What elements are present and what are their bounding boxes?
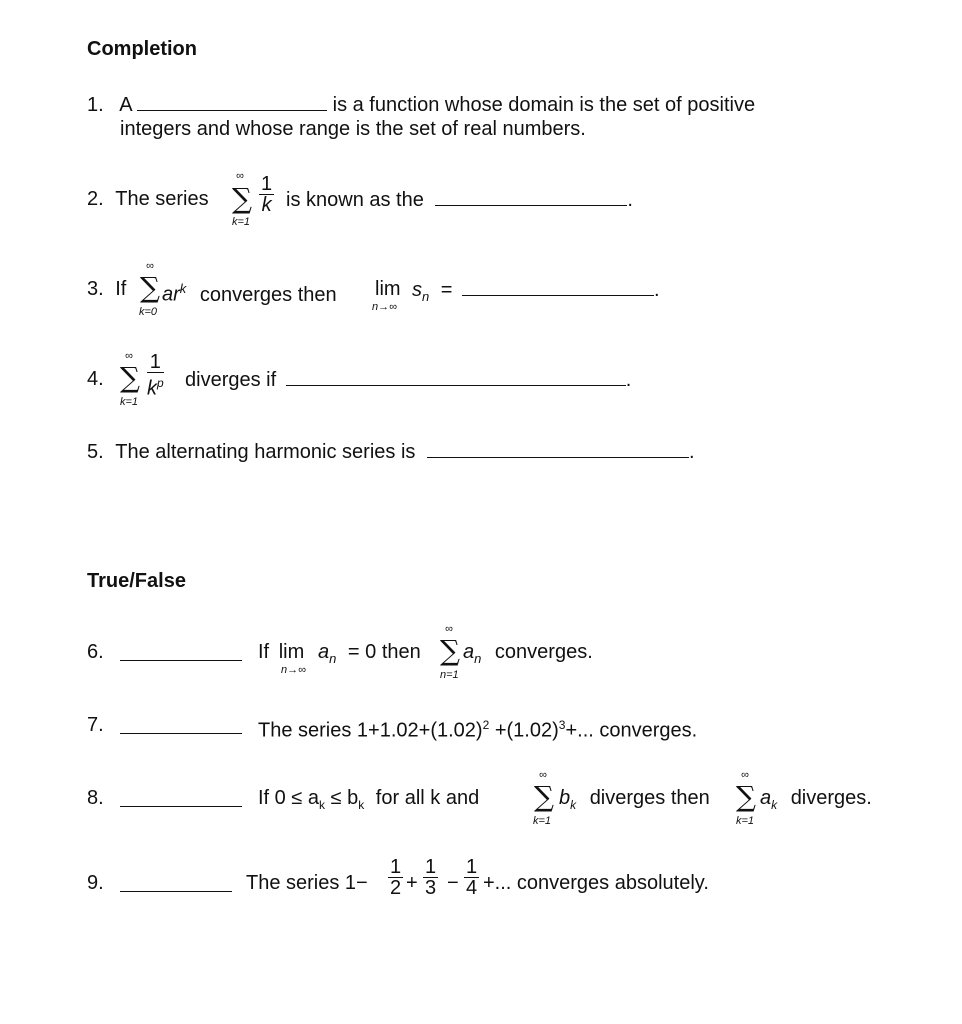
q2-sum-bottom: k=1 [232,216,251,228]
q7-sup2: 3 [558,718,566,732]
q7-answer-blank[interactable] [120,715,242,739]
q6-a-sub: n [329,651,337,666]
sigma-icon: ∑ [232,182,252,215]
q8-answer-blank[interactable] [120,788,242,812]
q9-op1: + [406,872,418,894]
q2-end: . [627,189,633,211]
q3-sn-wrap [412,277,660,309]
q9-frac3-num: 1 [466,856,478,878]
q5-text: The alternating harmonic series is [115,441,416,463]
q3-number-pre [87,277,126,301]
q8-text-b [559,786,710,817]
q4-end: . [625,369,632,391]
q8-b-sub: k [570,798,577,812]
q7-text [258,713,697,743]
q4-frac-num: 1 [147,352,164,373]
q8-post: diverges. [790,787,872,809]
sigma-icon: ∑ [534,780,554,813]
q8-b: b [559,787,571,809]
q3-s: s [412,279,422,301]
q1-pre: A [119,94,132,116]
section-heading-completion: Completion [87,38,197,60]
q4-fraction [147,352,164,399]
q3-term: ar [162,283,180,306]
q8-a-sub: k [771,798,778,812]
q6-post: converges. [494,641,593,663]
q9-frac2-den: 3 [425,877,437,899]
question-7-number: 7. [87,714,104,736]
q3-end: . [654,279,660,301]
q3-eq: = [440,279,453,301]
q5-answer-blank[interactable] [427,439,689,458]
q8-mid1: ≤ b [325,787,359,809]
q2-number-pre [87,187,209,211]
q2-pre: The series [115,188,209,210]
q9-frac1 [388,857,403,898]
q3-pre: If [115,278,127,300]
q6-lim-sub: n→∞ [281,664,306,676]
q3-mid: converges then [199,283,337,306]
q8-sub1: k [319,798,326,812]
section-heading-true-false: True/False [87,570,186,592]
q3-lim-sub: n→∞ [372,301,397,313]
q2-answer-blank[interactable] [435,187,627,206]
q6-mid: = 0 then [347,641,421,663]
q3-sum-bottom: k=0 [139,306,158,318]
q8-text-c [760,786,872,817]
q6-lim: lim [278,641,305,663]
q6-a2-sub: n [474,651,482,666]
q8-sum1-top: ∞ [539,769,547,781]
q9-post: +... converges absolutely. [483,872,709,894]
question-number: 5. [87,441,104,463]
q8-mid2: for all k and [375,787,480,809]
q6-an-wrap [318,640,421,671]
q6-post-wrap [463,640,593,671]
q2-post-wrap [286,187,633,212]
question-6-number: 6. [87,641,104,663]
q7-sup1: 2 [482,718,490,732]
q9-frac2-num: 1 [425,856,437,878]
q4-sum-bottom: k=1 [120,396,139,408]
q7-mid: +(1.02) [494,719,559,742]
q6-a2: a [463,641,475,663]
q3-answer-blank[interactable] [462,277,654,296]
q8-sum2-top: ∞ [741,769,749,781]
q9-op2: − [447,872,459,894]
question-1 [87,92,755,117]
q9-frac1-den: 2 [390,877,402,899]
q6-pre-lim [258,640,304,664]
q6-answer-blank[interactable] [120,642,242,666]
q1-line2: integers and whose range is the set of real numbers. [120,118,586,140]
q4-post: diverges if [185,369,277,391]
question-4-number: 4. [87,368,104,390]
q7-pre: The series 1+1.02+(1.02) [258,719,483,742]
sigma-icon: ∑ [140,271,160,304]
q3-lim: lim [375,278,401,300]
q8-sum1-bottom: k=1 [533,815,552,827]
q7-post: +... converges. [565,719,698,742]
q6-sum-bottom: n=1 [440,669,459,681]
question-5 [87,439,695,464]
q2-frac-num: 1 [261,173,273,195]
question-8-number: 8. [87,787,104,809]
q6-pre: If [258,641,270,663]
q8-sum2-bottom: k=1 [736,815,755,827]
q9-frac2 [423,857,438,898]
q3-s-sub: n [422,289,430,304]
q4-frac-den-sup: p [157,376,164,390]
q3-term-wrap [162,277,337,307]
q4-sum-top: ∞ [125,350,133,362]
sigma-icon: ∑ [120,361,140,394]
q9-frac3 [464,857,479,898]
q4-answer-blank[interactable] [286,367,626,386]
question-number: 2. [87,188,104,210]
q9-frac3-den: 4 [466,877,478,899]
q2-post: is known as the [286,189,424,211]
sigma-icon: ∑ [736,780,756,813]
q1-post: is a function whose domain is the set of positive [332,94,756,116]
q6-sum-top: ∞ [445,623,453,635]
q9-answer-blank[interactable] [120,873,232,897]
q9-pre: The series 1− [246,872,368,894]
q8-a: a [760,787,772,809]
q2-fraction [259,174,274,215]
q9-frac1-num: 1 [390,856,402,878]
q6-a: a [318,641,330,663]
q8-sub2: k [358,798,365,812]
question-number: 1. [87,94,104,116]
q4-post-wrap [185,367,631,392]
q2-sum-top: ∞ [236,170,244,182]
q8-pre: If 0 ≤ a [258,787,320,809]
q1-answer-blank[interactable] [137,92,327,111]
question-9-number: 9. [87,872,104,894]
sigma-icon: ∑ [440,634,460,667]
q3-sum-top: ∞ [146,260,154,272]
q8-text-a [258,786,479,817]
question-number: 3. [87,278,104,300]
q2-frac-den: k [261,194,272,216]
q3-term-sup: k [179,281,187,296]
q4-frac-den: k [147,377,157,400]
q8-mid3: diverges then [589,787,710,809]
q5-end: . [688,441,695,463]
